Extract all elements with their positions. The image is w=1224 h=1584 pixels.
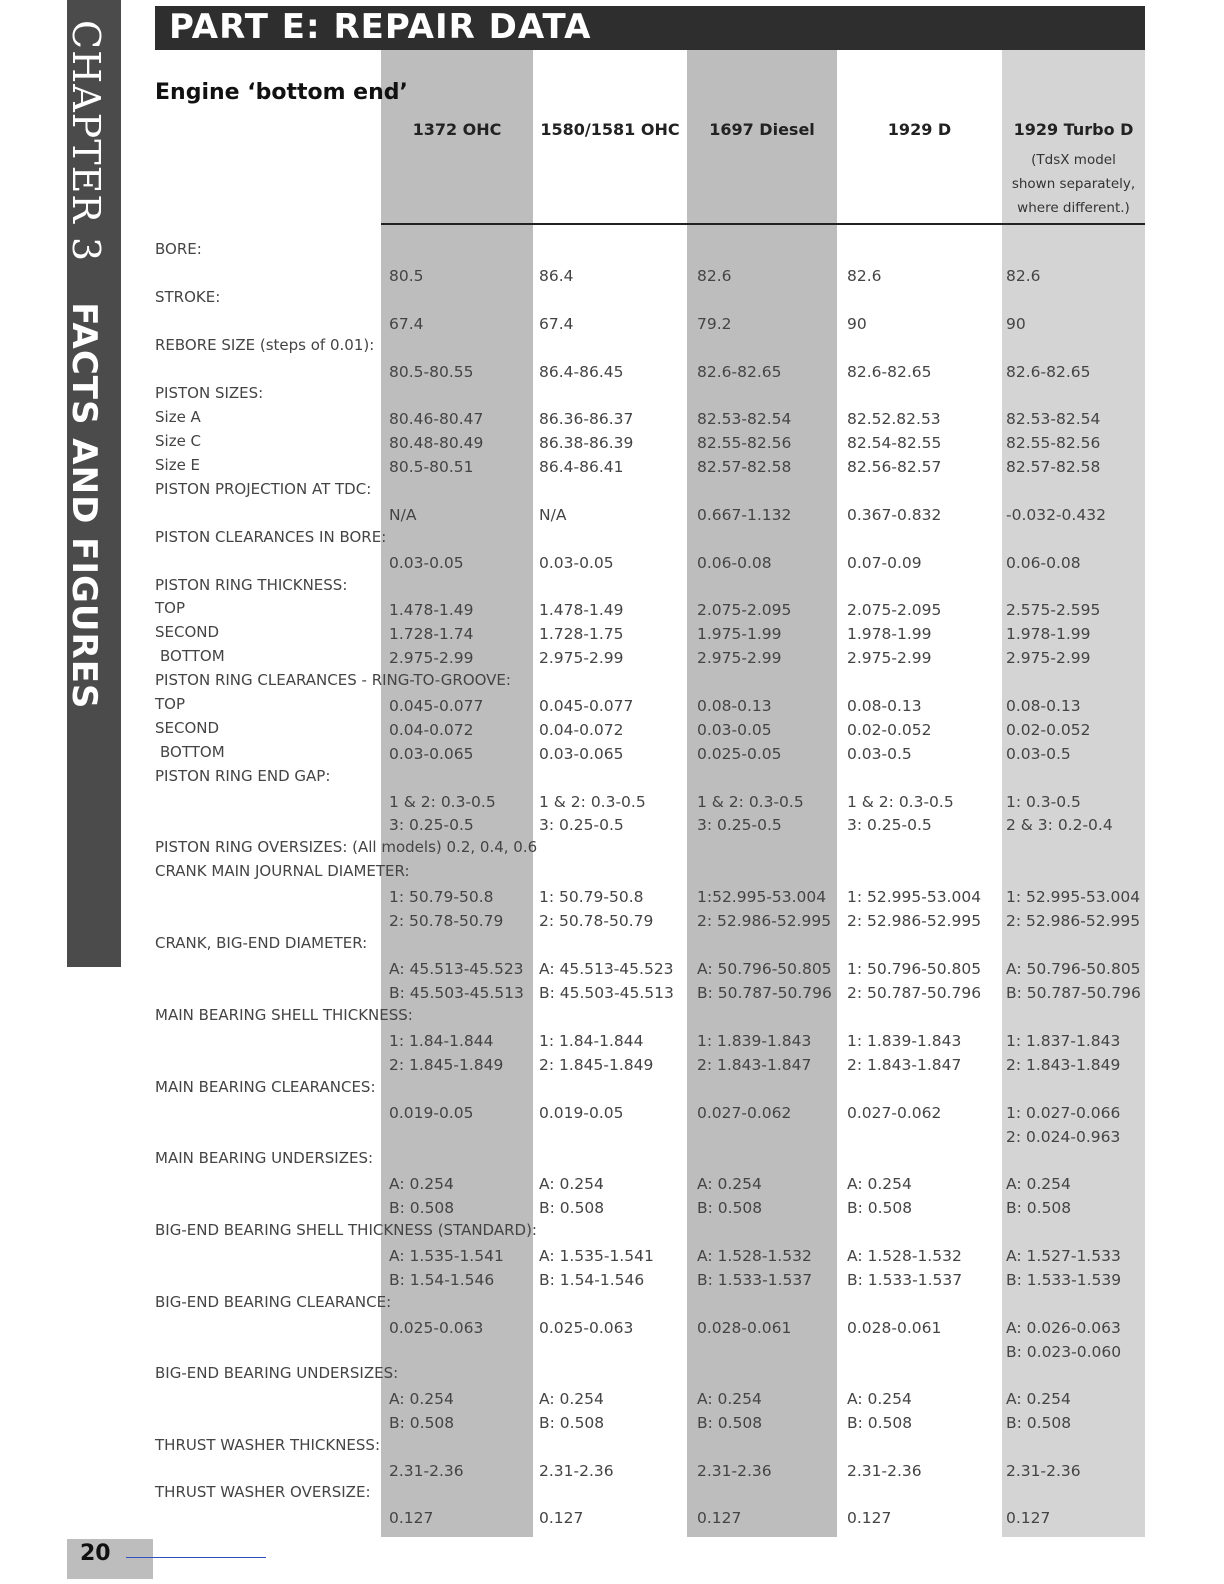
- table-cell: 2.975-2.99: [847, 649, 932, 667]
- table-cell: B: 0.508: [697, 1199, 763, 1217]
- table-cell: 0.127: [539, 1509, 584, 1527]
- table-cell: B: 45.503-45.513: [389, 984, 524, 1002]
- table-cell: 1: 1.84-1.844: [539, 1032, 644, 1050]
- row-label: MAIN BEARING CLEARANCES:: [155, 1078, 376, 1096]
- row-label: THRUST WASHER THICKNESS:: [155, 1436, 381, 1454]
- row-label: PISTON RING CLEARANCES - RING-TO-GROOVE:: [155, 671, 511, 689]
- table-cell: 1: 50.79-50.8: [389, 888, 494, 906]
- table-cell: A: 0.254: [539, 1390, 604, 1408]
- table-cell: A: 0.254: [389, 1390, 454, 1408]
- table-cell: 3: 0.25-0.5: [697, 816, 782, 834]
- table-cell: A: 0.254: [847, 1175, 912, 1193]
- table-cell: A: 1.535-1.541: [539, 1247, 654, 1265]
- table-cell: 2: 0.024-0.963: [1006, 1128, 1121, 1146]
- row-label: TOP: [155, 695, 186, 713]
- column-header: 1929 D: [887, 120, 952, 139]
- table-cell: 2: 52.986-52.995: [847, 912, 982, 930]
- table-cell: A: 0.254: [1006, 1175, 1071, 1193]
- table-cell: 86.4: [539, 267, 574, 285]
- footer-link-line: [126, 1557, 266, 1558]
- table-cell: 0.027-0.062: [847, 1104, 942, 1122]
- table-cell: 0.08-0.13: [847, 697, 922, 715]
- table-cell: 86.4-86.41: [539, 458, 624, 476]
- chapter-side-text: [64, 20, 108, 709]
- table-cell: 0.019-0.05: [539, 1104, 624, 1122]
- table-cell: 1: 1.839-1.843: [697, 1032, 812, 1050]
- table-cell: 3: 0.25-0.5: [389, 816, 474, 834]
- table-cell: 82.57-82.58: [1006, 458, 1101, 476]
- table-cell: 2.31-2.36: [847, 1462, 922, 1480]
- table-cell: 82.57-82.58: [697, 458, 792, 476]
- table-cell: 1: 0.3-0.5: [1006, 793, 1081, 811]
- table-cell: 2: 1.843-1.847: [847, 1056, 962, 1074]
- table-cell: B: 0.508: [539, 1199, 605, 1217]
- table-cell: 0.03-0.05: [389, 554, 464, 572]
- table-cell: 2.975-2.99: [539, 649, 624, 667]
- table-cell: 82.52.82.53: [847, 410, 941, 428]
- table-cell: 0.03-0.065: [539, 745, 624, 763]
- row-label: THRUST WASHER OVERSIZE:: [155, 1483, 371, 1501]
- table-cell: 2.575-2.595: [1006, 601, 1101, 619]
- row-label: MAIN BEARING UNDERSIZES:: [155, 1149, 374, 1167]
- table-cell: A: 1.528-1.532: [847, 1247, 962, 1265]
- table-cell: 1:52.995-53.004: [697, 888, 827, 906]
- table-cell: A: 1.535-1.541: [389, 1247, 504, 1265]
- row-label: PISTON CLEARANCES IN BORE:: [155, 528, 387, 546]
- table-cell: B: 0.508: [847, 1414, 913, 1432]
- column-note-line: where different.): [1017, 200, 1130, 216]
- table-cell: 82.6: [847, 267, 882, 285]
- table-cell: A: 0.254: [697, 1390, 762, 1408]
- section-title: Engine ‘bottom end’: [155, 80, 408, 105]
- column-note-line: (TdsX model: [1031, 152, 1116, 168]
- table-cell: 0.667-1.132: [697, 506, 792, 524]
- table-cell: 0.02-0.052: [1006, 721, 1091, 739]
- table-cell: 2: 1.845-1.849: [389, 1056, 504, 1074]
- table-cell: A: 0.254: [697, 1175, 762, 1193]
- table-cell: 2.31-2.36: [697, 1462, 772, 1480]
- table-cell: 0.08-0.13: [1006, 697, 1081, 715]
- table-cell: 2: 1.843-1.849: [1006, 1056, 1121, 1074]
- table-cell: A: 50.796-50.805: [1006, 960, 1141, 978]
- table-cell: 2: 50.78-50.79: [389, 912, 504, 930]
- table-cell: 0.03-0.065: [389, 745, 474, 763]
- table-cell: 2: 52.986-52.995: [697, 912, 832, 930]
- row-label: SECOND: [155, 719, 220, 737]
- table-cell: B: 1.533-1.539: [1006, 1271, 1122, 1289]
- table-cell: N/A: [539, 506, 567, 524]
- row-label: PISTON RING OVERSIZES: (All models) 0.2, 0.4, 0.6: [155, 838, 538, 856]
- table-cell: 1.728-1.74: [389, 625, 474, 643]
- table-cell: 67.4: [539, 315, 574, 333]
- section-label: FACTS AND FIGURES: [64, 302, 104, 710]
- table-cell: 2: 52.986-52.995: [1006, 912, 1141, 930]
- header-rule: [381, 223, 1145, 225]
- table-cell: 0.025-0.05: [697, 745, 782, 763]
- table-cell: 0.028-0.061: [847, 1319, 942, 1337]
- table-cell: 2.31-2.36: [389, 1462, 464, 1480]
- table-cell: 80.46-80.47: [389, 410, 484, 428]
- row-label: CRANK MAIN JOURNAL DIAMETER:: [155, 862, 410, 880]
- row-label: BIG-END BEARING CLEARANCE:: [155, 1293, 392, 1311]
- table-cell: A: 45.513-45.523: [389, 960, 524, 978]
- table-cell: B: 0.508: [539, 1414, 605, 1432]
- table-cell: 82.55-82.56: [1006, 434, 1101, 452]
- chapter-label: CHAPTER 3: [64, 20, 108, 263]
- column-header: 1697 Diesel: [709, 120, 815, 139]
- table-cell: B: 0.508: [1006, 1414, 1072, 1432]
- table-cell: 0.03-0.5: [847, 745, 912, 763]
- row-label: BOTTOM: [160, 743, 225, 761]
- row-label: Size E: [155, 456, 201, 474]
- table-cell: 3: 0.25-0.5: [539, 816, 624, 834]
- table-cell: 2 & 3: 0.2-0.4: [1006, 816, 1113, 834]
- table-cell: A: 1.528-1.532: [697, 1247, 812, 1265]
- table-cell: A: 1.527-1.533: [1006, 1247, 1121, 1265]
- table-cell: A: 0.254: [389, 1175, 454, 1193]
- table-cell: 80.5-80.55: [389, 363, 474, 381]
- table-cell: 0.07-0.09: [847, 554, 922, 572]
- page-title: PART E: REPAIR DATA: [169, 7, 592, 47]
- row-label: BORE:: [155, 240, 202, 258]
- table-cell: 82.56-82.57: [847, 458, 942, 476]
- table-cell: 0.04-0.072: [539, 721, 624, 739]
- row-label: Size C: [155, 432, 202, 450]
- table-cell: B: 45.503-45.513: [539, 984, 674, 1002]
- table-cell: 0.06-0.08: [1006, 554, 1081, 572]
- table-cell: 1.728-1.75: [539, 625, 624, 643]
- table-cell: 82.54-82.55: [847, 434, 942, 452]
- table-cell: 1: 0.027-0.066: [1006, 1104, 1121, 1122]
- table-cell: 1 & 2: 0.3-0.5: [847, 793, 954, 811]
- table-cell: B: 1.533-1.537: [697, 1271, 813, 1289]
- table-cell: 1: 50.796-50.805: [847, 960, 982, 978]
- row-label: MAIN BEARING SHELL THICKNESS:: [155, 1006, 413, 1024]
- table-cell: 2.31-2.36: [1006, 1462, 1081, 1480]
- table-cell: 86.36-86.37: [539, 410, 634, 428]
- table-cell: 82.6-82.65: [1006, 363, 1091, 381]
- table-cell: 82.6: [1006, 267, 1041, 285]
- table-cell: 82.6-82.65: [847, 363, 932, 381]
- table-cell: 0.127: [847, 1509, 892, 1527]
- table-cell: B: 50.787-50.796: [1006, 984, 1141, 1002]
- table-cell: 1: 1.839-1.843: [847, 1032, 962, 1050]
- column-header: 1372 OHC: [412, 120, 502, 139]
- row-label: Size A: [155, 408, 201, 426]
- table-cell: A: 0.254: [1006, 1390, 1071, 1408]
- table-cell: 2.075-2.095: [697, 601, 792, 619]
- table-cell: 2.075-2.095: [847, 601, 942, 619]
- column-note: [1002, 148, 1145, 220]
- table-cell: 0.025-0.063: [539, 1319, 634, 1337]
- table-cell: 82.55-82.56: [697, 434, 792, 452]
- table-cell: 0.02-0.052: [847, 721, 932, 739]
- row-label: BIG-END BEARING SHELL THICKNESS (STANDARD):: [155, 1221, 537, 1239]
- table-cell: 0.019-0.05: [389, 1104, 474, 1122]
- row-label: STROKE:: [155, 288, 221, 306]
- table-cell: 1: 50.79-50.8: [539, 888, 644, 906]
- table-cell: 0.03-0.05: [539, 554, 614, 572]
- table-cell: A: 0.026-0.063: [1006, 1319, 1121, 1337]
- table-cell: 90: [847, 315, 867, 333]
- table-cell: 1: 52.995-53.004: [847, 888, 982, 906]
- column-header: 1929 Turbo D: [1013, 120, 1134, 139]
- table-cell: 0.367-0.832: [847, 506, 942, 524]
- table-cell: 2.31-2.36: [539, 1462, 614, 1480]
- column-header: 1580/1581 OHC: [540, 120, 680, 139]
- table-cell: 1 & 2: 0.3-0.5: [697, 793, 804, 811]
- row-label: PISTON RING THICKNESS:: [155, 576, 348, 594]
- table-cell: N/A: [389, 506, 417, 524]
- table-cell: 80.5: [389, 267, 424, 285]
- table-cell: 67.4: [389, 315, 424, 333]
- row-label: BIG-END BEARING UNDERSIZES:: [155, 1364, 399, 1382]
- table-cell: 1: 1.84-1.844: [389, 1032, 494, 1050]
- table-cell: B: 0.508: [389, 1414, 455, 1432]
- header-bar: [155, 6, 1145, 50]
- table-cell: 1: 52.995-53.004: [1006, 888, 1141, 906]
- table-cell: B: 0.023-0.060: [1006, 1343, 1122, 1361]
- table-cell: 82.6: [697, 267, 732, 285]
- table-cell: 82.6-82.65: [697, 363, 782, 381]
- table-cell: B: 0.508: [697, 1414, 763, 1432]
- table-cell: 1: 1.837-1.843: [1006, 1032, 1121, 1050]
- table-cell: 0.06-0.08: [697, 554, 772, 572]
- table-cell: A: 0.254: [539, 1175, 604, 1193]
- table-cell: 0.028-0.061: [697, 1319, 792, 1337]
- table-cell: 1 & 2: 0.3-0.5: [389, 793, 496, 811]
- table-cell: 1.478-1.49: [389, 601, 474, 619]
- table-cell: B: 50.787-50.796: [697, 984, 832, 1002]
- row-label: PISTON RING END GAP:: [155, 767, 331, 785]
- row-label: TOP: [155, 599, 186, 617]
- table-cell: 80.48-80.49: [389, 434, 484, 452]
- page-number: 20: [80, 1541, 111, 1566]
- table-cell: 1.978-1.99: [847, 625, 932, 643]
- table-cell: 0.027-0.062: [697, 1104, 792, 1122]
- table-cell: A: 50.796-50.805: [697, 960, 832, 978]
- table-cell: 90: [1006, 315, 1026, 333]
- table-cell: B: 0.508: [1006, 1199, 1072, 1217]
- table-cell: B: 1.54-1.546: [539, 1271, 645, 1289]
- table-cell: B: 0.508: [847, 1199, 913, 1217]
- table-cell: B: 1.54-1.546: [389, 1271, 495, 1289]
- table-cell: 0.127: [1006, 1509, 1051, 1527]
- table-cell: A: 45.513-45.523: [539, 960, 674, 978]
- table-cell: 2.975-2.99: [389, 649, 474, 667]
- table-cell: B: 1.533-1.537: [847, 1271, 963, 1289]
- table-cell: 1.478-1.49: [539, 601, 624, 619]
- table-cell: 1.975-1.99: [697, 625, 782, 643]
- row-label: PISTON PROJECTION AT TDC:: [155, 480, 372, 498]
- table-cell: 0.03-0.05: [697, 721, 772, 739]
- table-cell: 80.5-80.51: [389, 458, 474, 476]
- table-cell: 1 & 2: 0.3-0.5: [539, 793, 646, 811]
- table-cell: 82.53-82.54: [1006, 410, 1101, 428]
- table-cell: 0.025-0.063: [389, 1319, 484, 1337]
- table-cell: 0.127: [389, 1509, 434, 1527]
- row-label: REBORE SIZE (steps of 0.01):: [155, 336, 375, 354]
- table-cell: 0.03-0.5: [1006, 745, 1071, 763]
- table-cell: 82.53-82.54: [697, 410, 792, 428]
- row-label: BOTTOM: [160, 647, 225, 665]
- table-cell: B: 0.508: [389, 1199, 455, 1217]
- table-cell: 79.2: [697, 315, 732, 333]
- table-cell: 2: 50.78-50.79: [539, 912, 654, 930]
- table-cell: 2: 1.845-1.849: [539, 1056, 654, 1074]
- table-cell: 2: 1.843-1.847: [697, 1056, 812, 1074]
- table-cell: 0.045-0.077: [389, 697, 484, 715]
- table-cell: -0.032-0.432: [1006, 506, 1106, 524]
- table-cell: 86.38-86.39: [539, 434, 634, 452]
- row-label: SECOND: [155, 623, 220, 641]
- row-label: PISTON SIZES:: [155, 384, 264, 402]
- table-cell: 0.127: [697, 1509, 742, 1527]
- table-cell: 2.975-2.99: [1006, 649, 1091, 667]
- table-cell: 0.04-0.072: [389, 721, 474, 739]
- table-cell: A: 0.254: [847, 1390, 912, 1408]
- table-cell: 2.975-2.99: [697, 649, 782, 667]
- table-cell: 1.978-1.99: [1006, 625, 1091, 643]
- table-cell: 3: 0.25-0.5: [847, 816, 932, 834]
- table-cell: 86.4-86.45: [539, 363, 624, 381]
- table-cell: 0.08-0.13: [697, 697, 772, 715]
- table-cell: 0.045-0.077: [539, 697, 634, 715]
- column-note-line: shown separately,: [1011, 176, 1136, 192]
- row-label: CRANK, BIG-END DIAMETER:: [155, 934, 368, 952]
- table-cell: 2: 50.787-50.796: [847, 984, 982, 1002]
